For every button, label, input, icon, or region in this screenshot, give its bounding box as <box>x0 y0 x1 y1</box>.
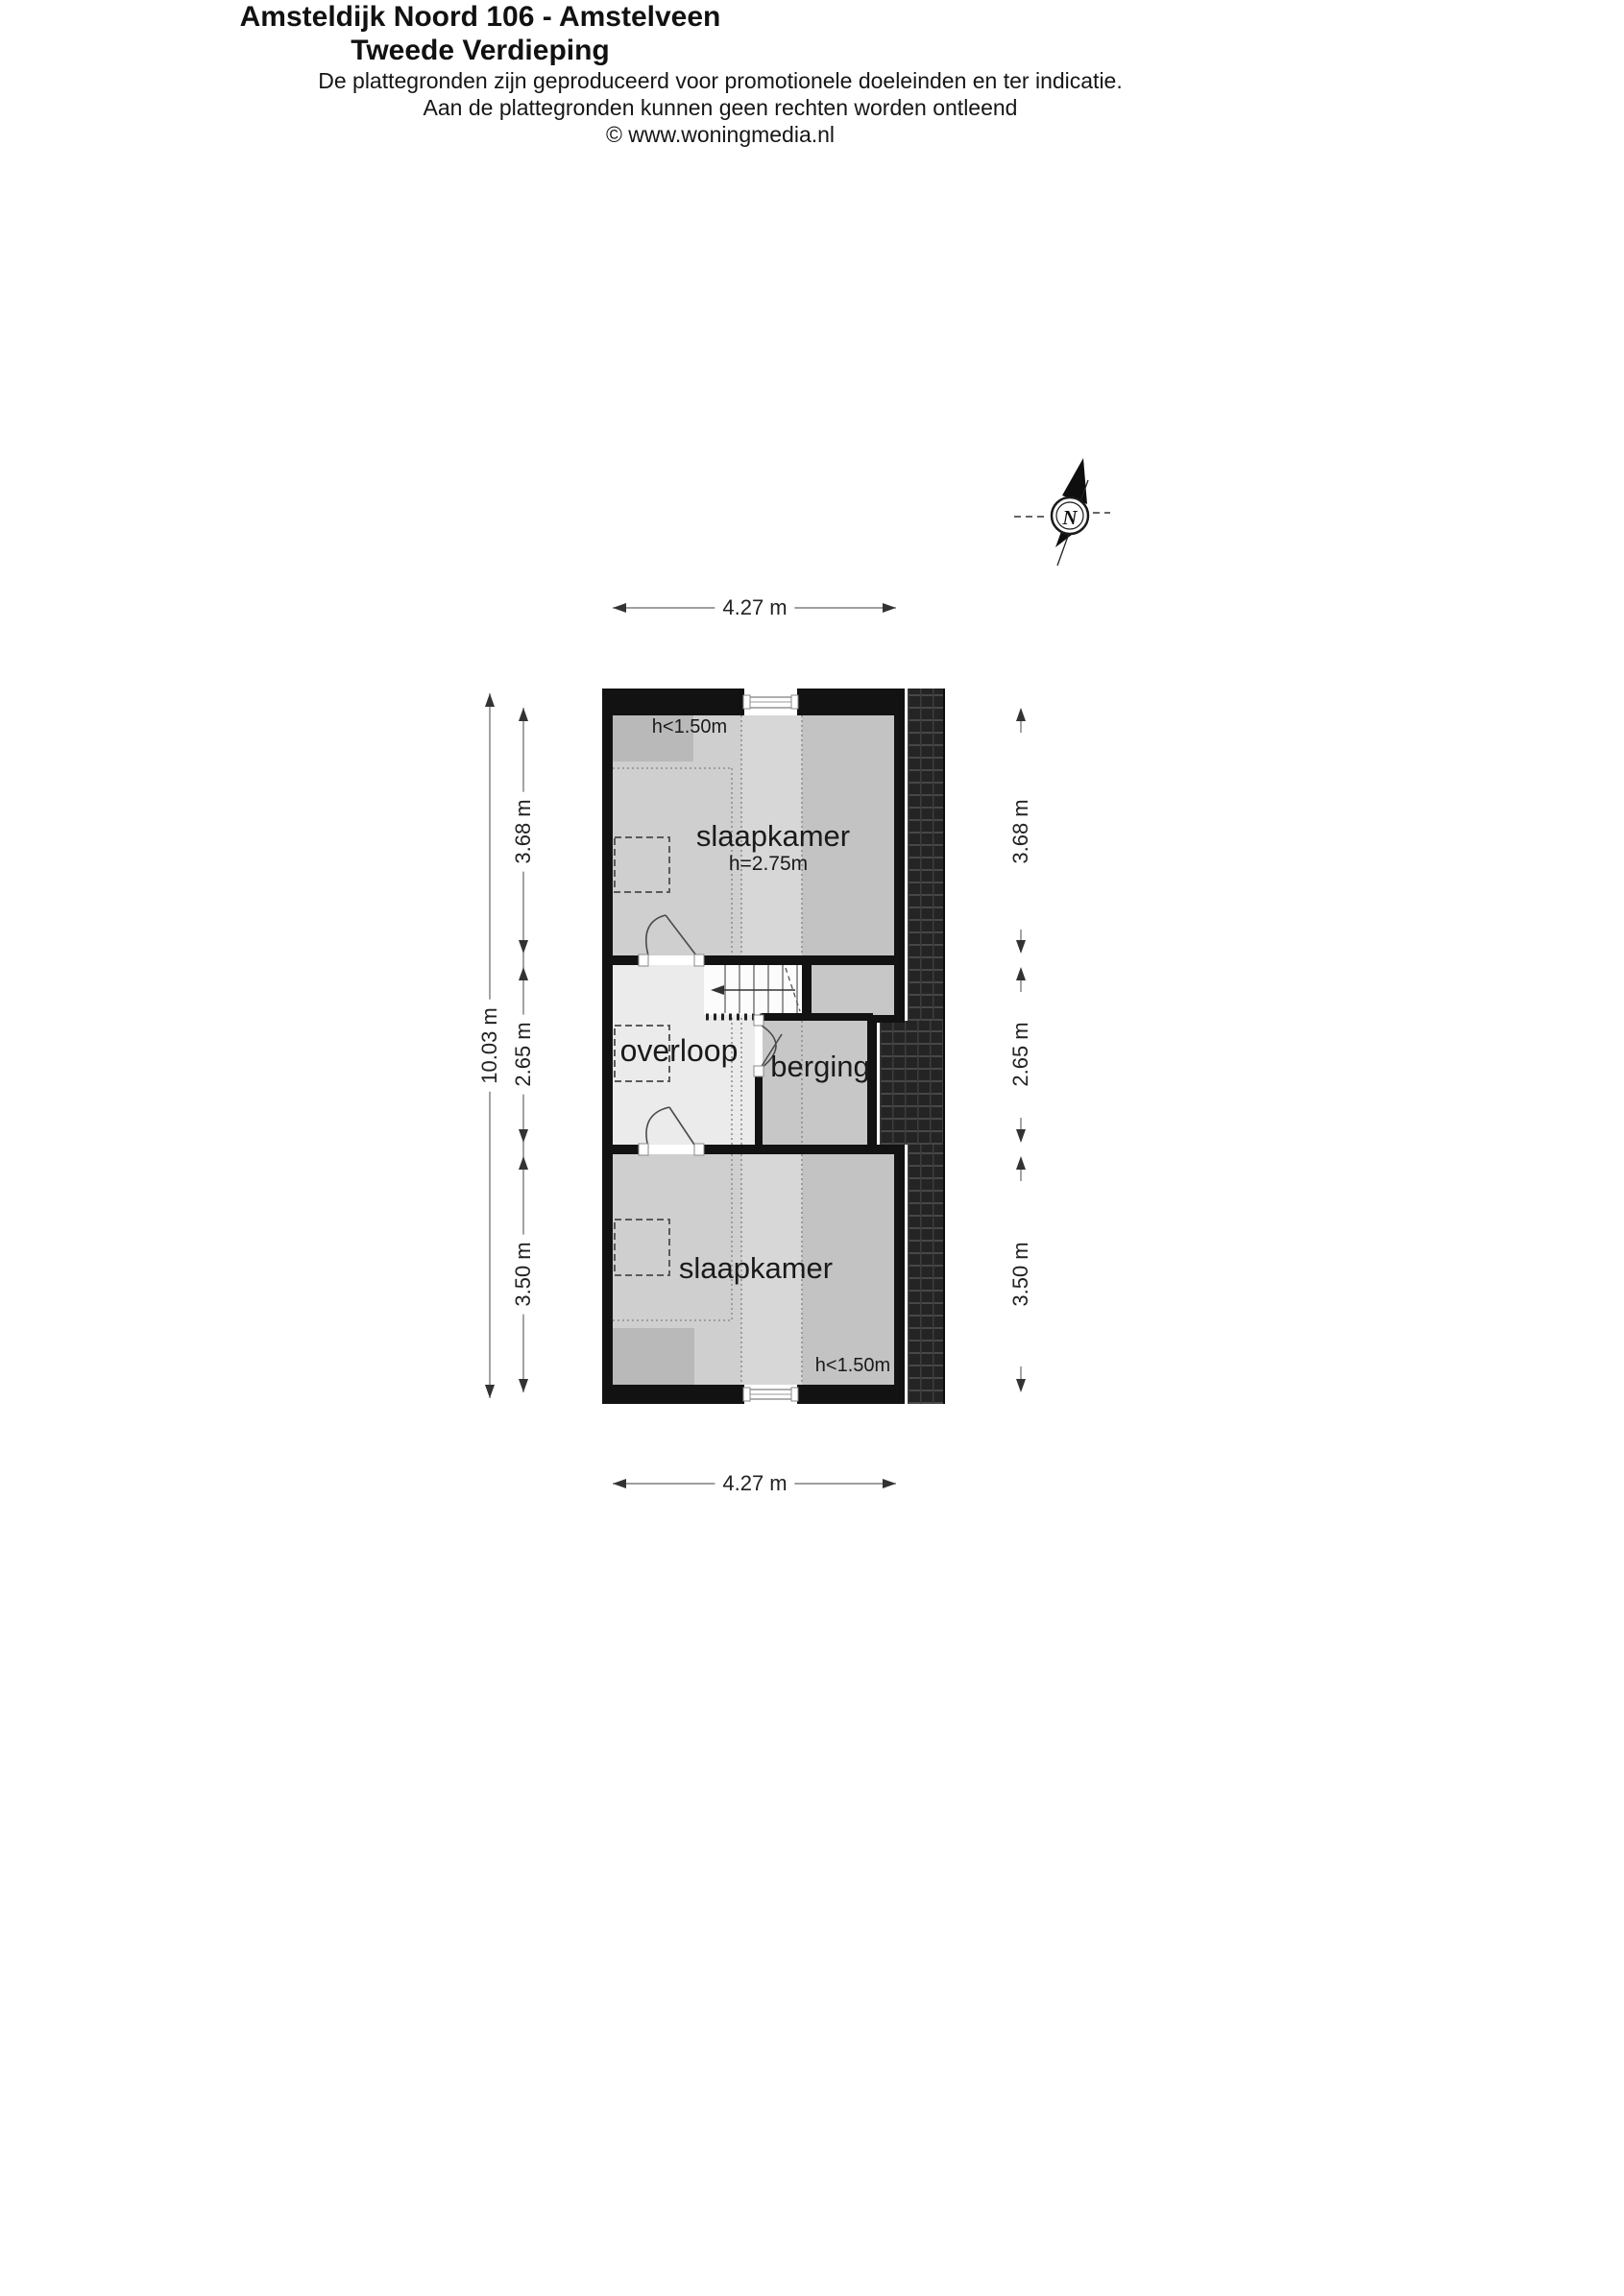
room-label-bedroom-bottom: slaapkamer <box>678 1251 834 1285</box>
footer-line-1: De plattegronden zijn geproduceerd voor promotionele doeleinden en ter indicatie. <box>318 68 1123 93</box>
dimension-label-left-total: 10.03 m <box>475 1000 504 1092</box>
footer-line-2: Aan de plattegronden kunnen geen rechten worden ontleend <box>423 95 1018 120</box>
low-headroom-note-bottom: h<1.50m <box>814 1355 891 1376</box>
room-label-landing: overloop <box>619 1033 739 1068</box>
compass <box>1014 458 1110 566</box>
room-label-bedroom-top: slaapkamer <box>695 819 851 853</box>
compass-north-label: N <box>1062 506 1078 529</box>
dimension-label-left-3: 3.50 m <box>509 1234 538 1314</box>
dimension-label-right-2: 2.65 m <box>1006 1014 1035 1094</box>
title-address: Amsteldijk Noord 106 - Amstelveen <box>239 1 721 33</box>
dimension-label-left-1: 3.68 m <box>509 791 538 871</box>
staircase <box>704 965 802 1017</box>
window-bottom <box>743 1385 798 1404</box>
window-top <box>743 689 798 715</box>
dimension-label-right-1: 3.68 m <box>1006 791 1035 871</box>
ceiling-height-note: h=2.75m <box>728 853 809 875</box>
low-headroom-note-top: h<1.50m <box>651 716 728 737</box>
dimension-label-left-2: 2.65 m <box>509 1014 538 1094</box>
footer-line-3: © www.woningmedia.nl <box>605 122 836 147</box>
dimension-label-bottom: 4.27 m <box>715 1471 794 1496</box>
title-floor: Tweede Verdieping <box>351 35 610 66</box>
room-label-storage: berging <box>770 1050 870 1083</box>
dimension-label-right-3: 3.50 m <box>1006 1234 1035 1314</box>
dimension-label-top: 4.27 m <box>715 595 794 620</box>
